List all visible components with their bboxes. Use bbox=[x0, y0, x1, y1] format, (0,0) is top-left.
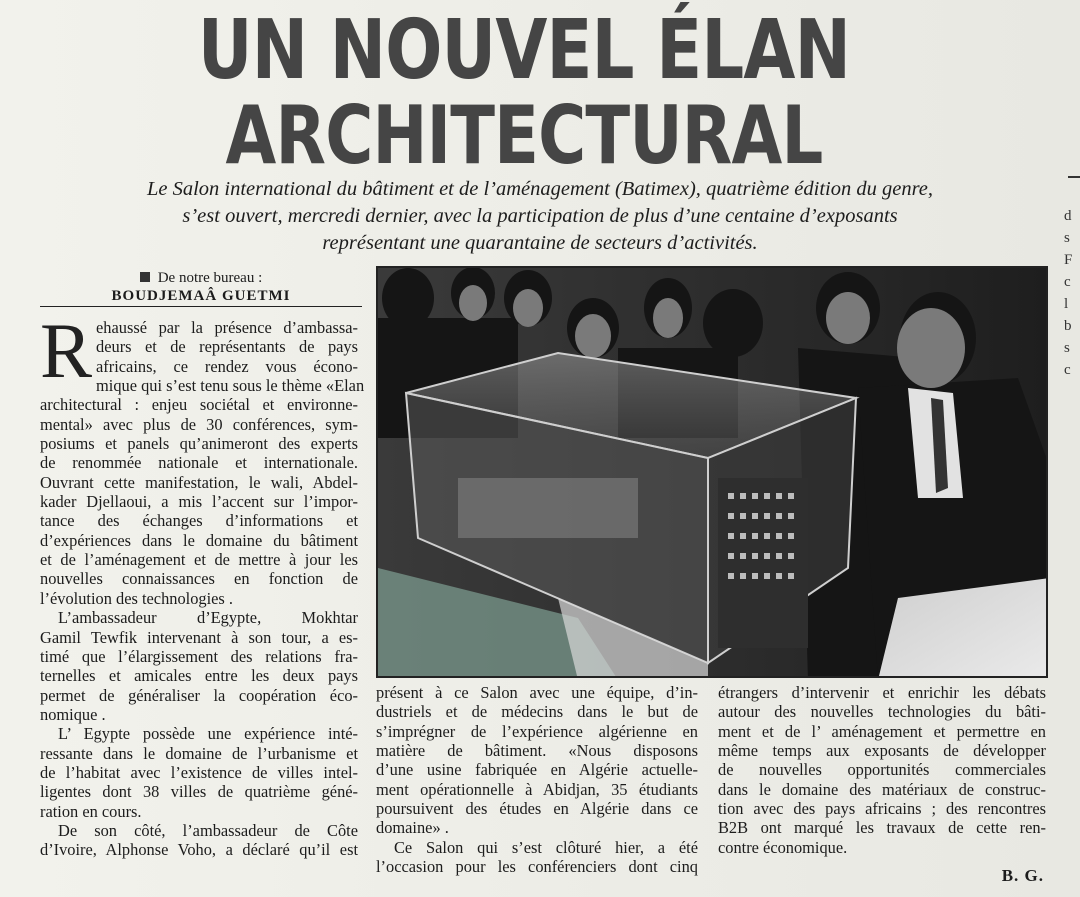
margin-letter: F bbox=[1064, 252, 1073, 268]
text-line: ment et de l’ aménagement et permettre en bbox=[718, 721, 1046, 741]
text-line: deurs et de représentants de pays bbox=[96, 337, 358, 357]
text-line: poursuivent des études en Algérie dans ce bbox=[376, 799, 698, 819]
text-line: même temps aux exposants de développer bbox=[718, 741, 1046, 761]
text-line: Ce Salon qui s’est clôturé hier, a été bbox=[394, 837, 698, 857]
article-column-1 bbox=[40, 307, 365, 860]
text-line: d’expériences dans le domaine du bâtiment bbox=[40, 530, 358, 550]
lede-line: s’est ouvert, mercredi dernier, avec la participation de plus d’une centaine d’exposants bbox=[182, 205, 898, 227]
text-line: domaine» . bbox=[376, 818, 449, 838]
square-bullet-icon bbox=[140, 272, 150, 282]
byline-author: BOUDJEMAÂ GUETMI bbox=[40, 287, 362, 307]
text-line: L’ Egypte possède une expérience inté- bbox=[58, 724, 358, 744]
text-line: d’Ivoire, Alphonse Voho, a déclaré qu’il est bbox=[40, 840, 358, 860]
photo-exhibition-model-icon bbox=[378, 268, 1048, 678]
text-line: matière de bâtiment. «Nous disposons bbox=[376, 741, 698, 761]
text-line: étrangers d’intervenir et enrichir les débats bbox=[718, 683, 1046, 702]
text-line: ressante dans le domaine de l’urbanisme et bbox=[40, 743, 358, 763]
text-line: africains, ce rendez vous écono- bbox=[96, 356, 358, 376]
text-line: l’occasion pour les conférenciers dont cinq bbox=[376, 857, 698, 877]
text-line: ligentes dont 38 villes de quatrième géné- bbox=[40, 782, 358, 802]
byline-bureau bbox=[40, 269, 362, 287]
lede-line: Le Salon international du bâtiment et de l’aménagement (Batimex), quatrième édition du genre, bbox=[146, 178, 934, 200]
text-line: ternelles et amicales entre les deux pays bbox=[40, 666, 358, 686]
text-line: de l’habitat avec l’existence de villes intel- bbox=[40, 762, 358, 782]
text-line: B2B ont marqué les travaux de cette ren- bbox=[718, 818, 1046, 838]
text-line: architectural : enjeu sociétal et environne- bbox=[40, 395, 358, 415]
text-line: De son côté, l’ambassadeur de Côte bbox=[58, 820, 358, 840]
text-line: Gamil Tewfik intervenant à son tour, a es- bbox=[40, 627, 358, 647]
text-line: présent à ce Salon avec une équipe, d’in- bbox=[376, 683, 698, 702]
text-line: posiums et panels qu’animeront des experts bbox=[40, 434, 358, 454]
margin-letter: b bbox=[1064, 318, 1072, 334]
text-line: ment opérationnelle à Abidjan, 35 étudiants bbox=[376, 779, 698, 799]
text-line: et de l’aménagement et de mettre à jour les bbox=[40, 550, 358, 570]
margin-letter: s bbox=[1064, 340, 1070, 356]
headline-line-1: UN NOUVEL ÉLAN bbox=[197, 3, 851, 98]
text-line: ration en cours. bbox=[40, 801, 142, 821]
text-line: timé que l’élargissement des relations fra- bbox=[40, 646, 358, 666]
text-line: mental» avec plus de 30 conférences, sym- bbox=[40, 414, 358, 434]
text-line: dans le domaine des matériaux de construc- bbox=[718, 779, 1046, 799]
margin-letter: d bbox=[1064, 208, 1072, 224]
byline bbox=[40, 269, 362, 307]
article-column-3 bbox=[718, 683, 1046, 857]
text-line: tance des échanges d’informations et bbox=[40, 511, 358, 531]
margin-rule bbox=[1068, 176, 1080, 178]
text-line: permet de généraliser la coopération éco- bbox=[40, 685, 358, 705]
lede-paragraph bbox=[40, 176, 1040, 257]
text-line: mique qui s’est tenu sous le thème «Elan bbox=[96, 376, 365, 396]
text-line: contre économique. bbox=[718, 837, 848, 857]
text-line: nouvelles connaissances en fonction de bbox=[40, 569, 358, 589]
text-line: autour des nouvelles technologies du bâti- bbox=[718, 702, 1046, 722]
headline-line-2: ARCHITECTURAL bbox=[225, 89, 823, 182]
article-photo bbox=[376, 266, 1048, 678]
text-line: ehaussé par la présence d’ambassa- bbox=[96, 318, 358, 337]
text-line: kader Djellaoui, a mis l’accent sur l’impor- bbox=[40, 492, 358, 512]
text-line: s’imprégner de l’expérience algérienne en bbox=[376, 721, 698, 741]
article-column-2 bbox=[376, 683, 698, 876]
margin-letter: s bbox=[1064, 230, 1070, 246]
author-signature: B. G. bbox=[1001, 866, 1044, 885]
margin-letter: c bbox=[1064, 274, 1071, 290]
text-line: de renommée nationale et internationale. bbox=[40, 453, 358, 473]
text-line: tion avec des pays africains ; des rencontres bbox=[718, 799, 1046, 819]
adjacent-article-fragment bbox=[1064, 205, 1080, 381]
text-line: d’une usine fabriquée en Algérie actuelle- bbox=[376, 760, 698, 780]
drop-cap: R bbox=[40, 307, 93, 394]
margin-letter: l bbox=[1064, 296, 1069, 312]
bureau-label: De notre bureau : bbox=[157, 270, 263, 286]
text-line: dustriels et de médecins dans le but de bbox=[376, 702, 698, 722]
text-line: nomique . bbox=[40, 704, 106, 724]
lede-line: représentant une quarantaine de secteurs d’activités. bbox=[322, 232, 758, 254]
text-line: L’ambassadeur d’Egypte, Mokhtar bbox=[58, 608, 358, 628]
text-line: Ouvrant cette manifestation, le wali, Abdel- bbox=[40, 472, 358, 492]
text-line: de nouvelles opportunités commerciales bbox=[718, 760, 1046, 780]
text-line: l’évolution des technologies . bbox=[40, 588, 234, 608]
margin-letter: c bbox=[1064, 362, 1071, 378]
